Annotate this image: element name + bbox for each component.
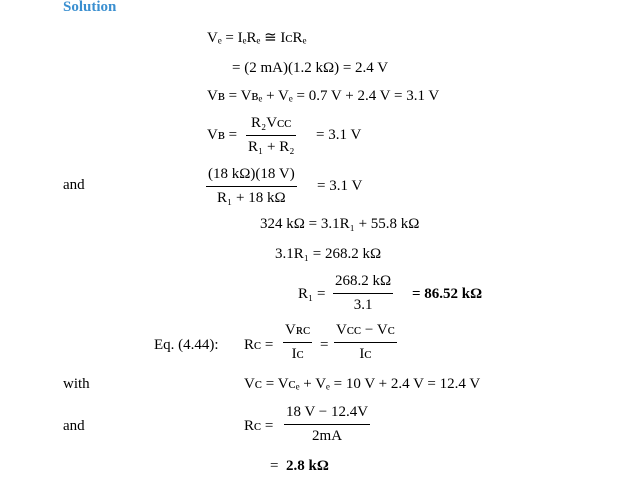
eq-vb-sum: Vʙ = Vʙₑ + Vₑ = 0.7 V + 2.4 V = 3.1 V bbox=[207, 88, 440, 104]
fraction-numerator: Vʀᴄ bbox=[283, 323, 312, 343]
fraction-numerator: R₂Vᴄᴄ bbox=[246, 116, 296, 136]
fraction-denominator: Iᴄ bbox=[359, 345, 372, 362]
eq-substituted-fraction bbox=[206, 167, 297, 207]
eq-vb-divider-lhs: Vʙ = bbox=[207, 127, 238, 143]
fraction-denominator: Iᴄ bbox=[291, 345, 304, 362]
fraction-denominator: 2mA bbox=[312, 427, 343, 444]
eq-vb-divider-fraction bbox=[246, 116, 296, 156]
eq-rc2-fraction bbox=[284, 405, 370, 445]
eq-ve-value: = (2 mA)(1.2 kΩ) = 2.4 V bbox=[232, 60, 389, 76]
final-equals: = bbox=[270, 458, 279, 474]
eq-ve-definition: Vₑ = IₑRₑ ≅ IᴄRₑ bbox=[207, 30, 307, 46]
fraction-denominator: R₁ + 18 kΩ bbox=[217, 189, 286, 206]
eq-rc2-lhs: Rᴄ = bbox=[244, 418, 274, 434]
eq-solve-r1: 3.1R₁ = 268.2 kΩ bbox=[275, 246, 382, 262]
final-result: 2.8 kΩ bbox=[286, 458, 329, 474]
eq-rc-equals: = bbox=[320, 337, 329, 353]
eq-rc-fraction-2 bbox=[334, 323, 397, 363]
equation-reference: Eq. (4.44): bbox=[154, 337, 219, 353]
fraction-denominator: 3.1 bbox=[353, 296, 373, 313]
eq-rc-lhs: Rᴄ = bbox=[244, 337, 274, 353]
fraction-denominator: R₁ + R₂ bbox=[248, 138, 295, 155]
fraction-numerator: 268.2 kΩ bbox=[333, 274, 393, 294]
label-and-1: and bbox=[63, 177, 85, 193]
eq-r1-result: = 86.52 kΩ bbox=[412, 286, 483, 302]
eq-vc: Vᴄ = Vᴄₑ + Vₑ = 10 V + 2.4 V = 12.4 V bbox=[244, 376, 481, 392]
eq-r1-fraction bbox=[333, 274, 393, 314]
section-title: Solution bbox=[63, 0, 117, 15]
fraction-numerator: (18 kΩ)(18 V) bbox=[206, 167, 297, 187]
label-and-2: and bbox=[63, 418, 85, 434]
eq-expanded: 324 kΩ = 3.1R₁ + 55.8 kΩ bbox=[260, 216, 420, 232]
eq-vb-divider-rhs: = 3.1 V bbox=[316, 127, 362, 143]
eq-rc-fraction-1 bbox=[283, 323, 312, 363]
fraction-numerator: 18 V − 12.4V bbox=[284, 405, 370, 425]
fraction-numerator: Vᴄᴄ − Vᴄ bbox=[334, 323, 397, 343]
eq-r1-lhs: R₁ = bbox=[298, 286, 326, 302]
eq-substituted-rhs: = 3.1 V bbox=[317, 178, 363, 194]
label-with: with bbox=[63, 376, 90, 392]
